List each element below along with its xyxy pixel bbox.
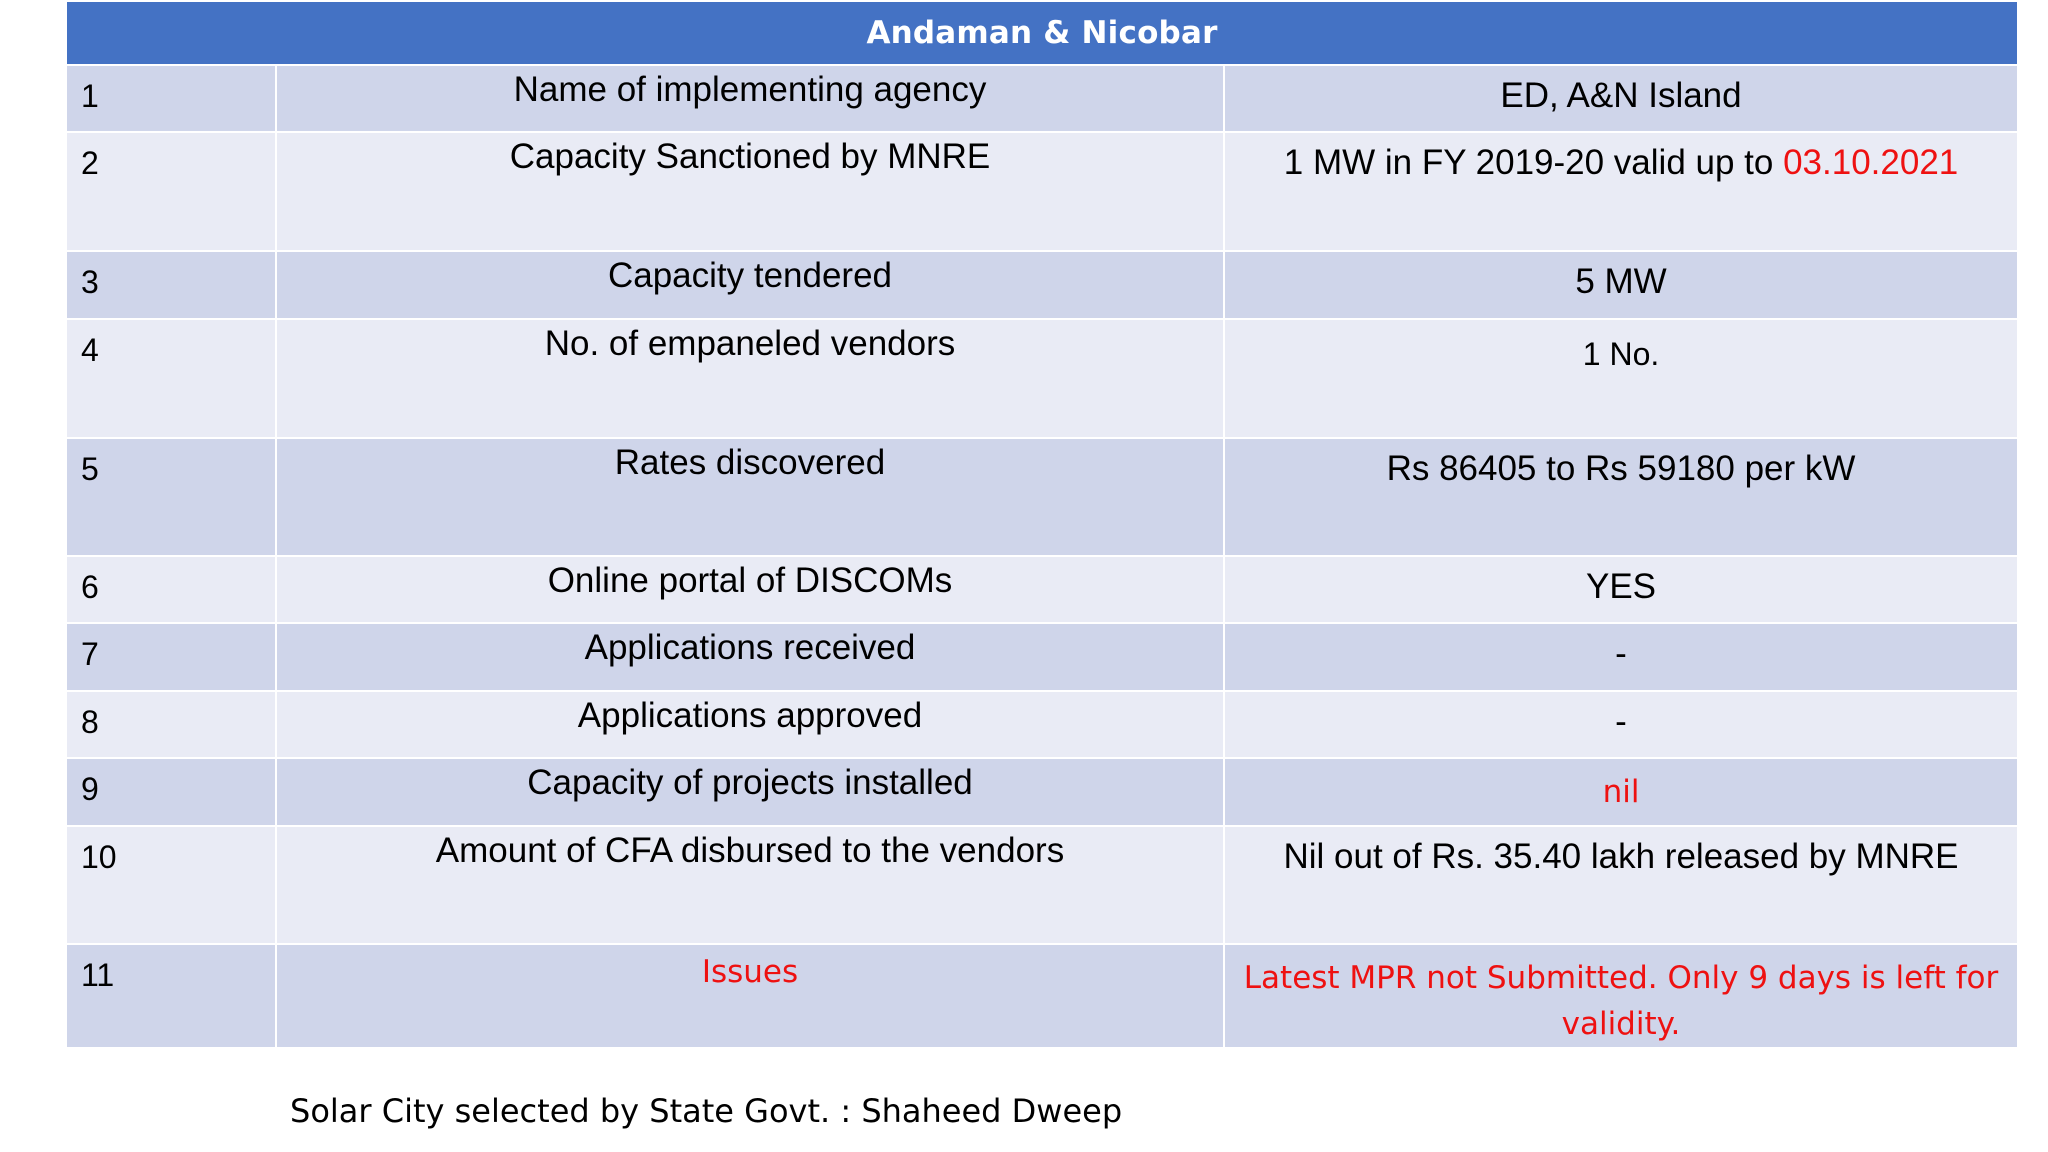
table-row	[66, 438, 2018, 556]
row-value: 1 No.	[1224, 319, 2018, 438]
row-value: Nil out of Rs. 35.40 lakh released by MNRE	[1224, 826, 2018, 944]
status-table	[65, 0, 2019, 1049]
issues-value: Latest MPR not Submitted. Only 9 days is left for validity.	[1224, 944, 2018, 1048]
table-row	[66, 556, 2018, 623]
table-title: Andaman & Nicobar	[66, 1, 2018, 65]
table-row	[66, 691, 2018, 758]
row-number: 10	[66, 826, 276, 944]
row-value	[1224, 132, 2018, 251]
row-label: Capacity Sanctioned by MNRE	[276, 132, 1224, 251]
table-row	[66, 132, 2018, 251]
row-value-text: 1 MW in FY 2019-20 valid up to	[1283, 143, 1784, 182]
row-value: nil	[1224, 758, 2018, 826]
row-value: -	[1224, 623, 2018, 691]
issues-label: Issues	[276, 944, 1224, 1048]
row-value: 5 MW	[1224, 251, 2018, 319]
footer-note: Solar City selected by State Govt. : Shaheed Dweep	[290, 1092, 1123, 1130]
table-row	[66, 319, 2018, 438]
row-number: 7	[66, 623, 276, 691]
row-label: Applications approved	[276, 691, 1224, 758]
row-number: 1	[66, 65, 276, 132]
row-label: Capacity tendered	[276, 251, 1224, 319]
table-row	[66, 826, 2018, 944]
validity-date: 03.10.2021	[1783, 143, 1959, 182]
row-label: No. of empaneled vendors	[276, 319, 1224, 438]
table-header-row	[66, 1, 2018, 65]
row-number: 2	[66, 132, 276, 251]
row-number: 9	[66, 758, 276, 826]
table-row	[66, 623, 2018, 691]
row-number: 11	[66, 944, 276, 1048]
row-number: 4	[66, 319, 276, 438]
row-value: Rs 86405 to Rs 59180 per kW	[1224, 438, 2018, 556]
row-value: ED, A&N Island	[1224, 65, 2018, 132]
row-label: Online portal of DISCOMs	[276, 556, 1224, 623]
row-number: 3	[66, 251, 276, 319]
row-value: -	[1224, 691, 2018, 758]
row-label: Name of implementing agency	[276, 65, 1224, 132]
table-row	[66, 758, 2018, 826]
row-value: YES	[1224, 556, 2018, 623]
row-label: Applications received	[276, 623, 1224, 691]
row-number: 6	[66, 556, 276, 623]
row-label: Rates discovered	[276, 438, 1224, 556]
table-row	[66, 944, 2018, 1048]
row-number: 8	[66, 691, 276, 758]
table-row	[66, 65, 2018, 132]
row-number: 5	[66, 438, 276, 556]
row-label: Amount of CFA disbursed to the vendors	[276, 826, 1224, 944]
row-label: Capacity of projects installed	[276, 758, 1224, 826]
table-row	[66, 251, 2018, 319]
